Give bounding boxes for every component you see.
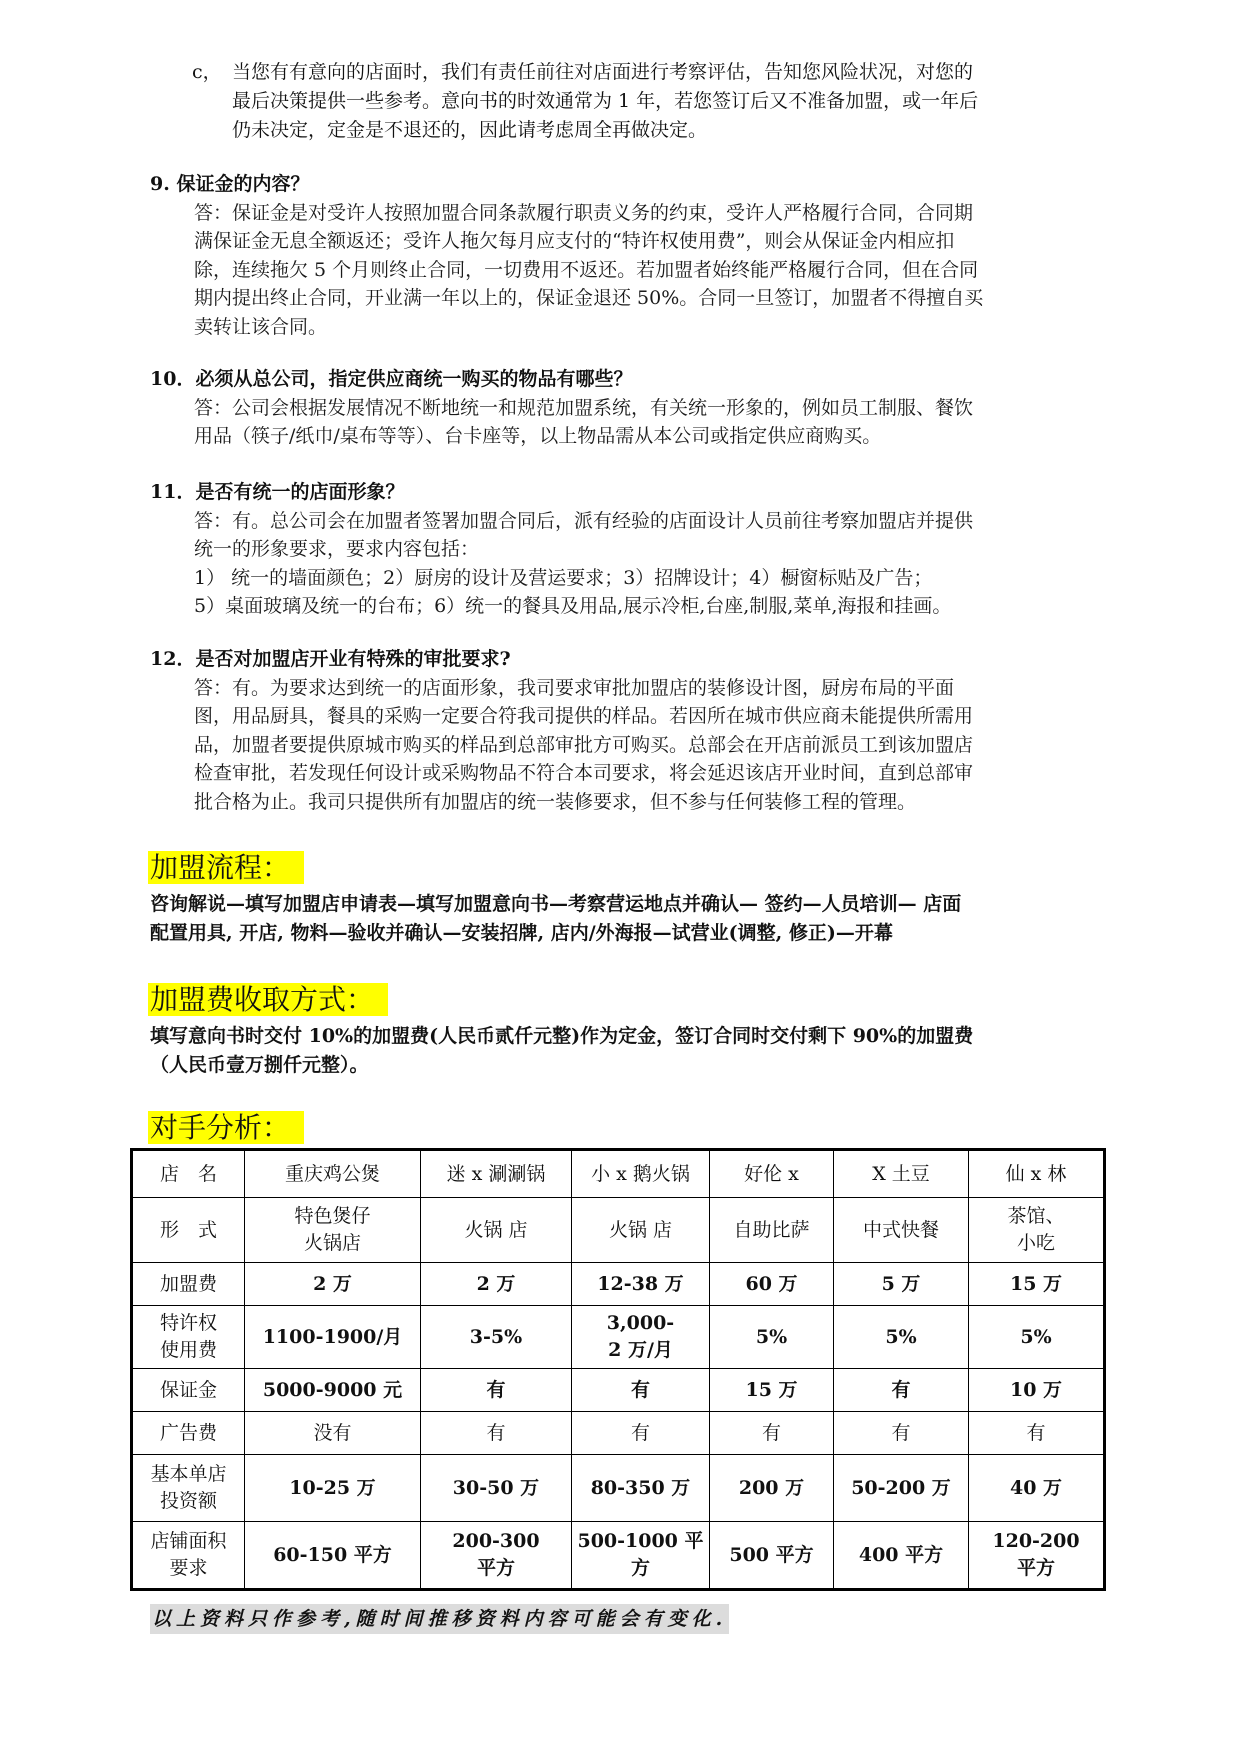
table-cell: 有	[710, 1412, 834, 1455]
table-cell: 有	[421, 1369, 572, 1412]
table-cell: 火锅 店	[421, 1198, 572, 1263]
table-cell: 60 万	[710, 1263, 834, 1306]
table-cell: 特色煲仔 火锅店	[245, 1198, 421, 1263]
table-cell: 15 万	[969, 1263, 1105, 1306]
section-heading-process	[148, 848, 304, 888]
table-row-label: 加盟费	[132, 1263, 245, 1306]
answer-line: 答：保证金是对受许人按照加盟合同条款履行职责义务的约束，受许人严格履行合同，合同期	[194, 201, 974, 224]
table-row-label: 保证金	[132, 1369, 245, 1412]
answer-line: 统一的形象要求，要求内容包括：	[194, 538, 480, 560]
section-heading-competitors	[148, 1108, 304, 1148]
table-row	[132, 1522, 1105, 1590]
paragraph-line: 最后决策提供一些参考。意向书的时效通常为 1 年，若您签订后又不准备加盟，或一年后	[232, 90, 979, 112]
fee-description	[150, 1022, 1110, 1080]
faq-answer	[194, 199, 1110, 342]
faq-item-12	[150, 645, 1110, 816]
table-cell: 有	[834, 1369, 969, 1412]
table-cell: 有	[969, 1412, 1105, 1455]
table-row-label: 形 式	[132, 1198, 245, 1263]
table-row-label: 特许权 使用费	[132, 1306, 245, 1369]
answer-line: 答：公司会根据发展情况不断地统一和规范加盟系统，有关统一形象的，例如员工制服、餐饮	[194, 396, 974, 419]
answer-line: 图，用品厨具，餐具的采购一定要合符我司提供的样品。若因所在城市供应商未能提供所需用	[194, 705, 974, 727]
faq-answer	[194, 674, 1110, 817]
table-header-cell: X 土豆	[834, 1150, 969, 1198]
table-row	[132, 1412, 1105, 1455]
highlighted-heading: 加盟流程：	[148, 851, 304, 884]
table-header-row	[132, 1150, 1105, 1198]
table-row	[132, 1263, 1105, 1306]
answer-line: 1） 统一的墙面颜色；2）厨房的设计及营运要求；3）招牌设计；4）橱窗标贴及广告；	[194, 566, 933, 589]
table-cell: 2 万	[421, 1263, 572, 1306]
answer-line: 检查审批，若发现任何设计或采购物品不符合本司要求，将会延迟该店开业时间，直到总部审	[194, 762, 974, 784]
table-cell: 没有	[245, 1412, 421, 1455]
list-marker: c，	[192, 61, 222, 83]
table-header-cell: 店 名	[132, 1150, 245, 1198]
answer-line: 答：有。为要求达到统一的店面形象，我司要求审批加盟店的装修设计图，厨房布局的平面	[194, 676, 955, 699]
table-cell: 15 万	[710, 1369, 834, 1412]
highlighted-heading: 对手分析：	[148, 1111, 304, 1144]
table-row	[132, 1455, 1105, 1522]
table-row	[132, 1369, 1105, 1412]
faq-answer	[194, 507, 1110, 621]
answer-line: 答：有。总公司会在加盟者签署加盟合同后，派有经验的店面设计人员前往考察加盟店并提供	[194, 509, 974, 532]
table-cell: 有	[572, 1412, 710, 1455]
table-header-cell: 重庆鸡公煲	[245, 1150, 421, 1198]
paragraph-line: 配置用具, 开店, 物料—验收并确认—安装招牌, 店内/外海报—试营业(调整, 修正)—开幕	[150, 922, 893, 944]
faq-item-11	[150, 478, 1110, 621]
paragraph-line: 当您有有意向的店面时，我们有责任前往对店面进行考察评估，告知您风险状况，对您的	[232, 61, 974, 83]
table-cell: 自助比萨	[710, 1198, 834, 1263]
table-cell: 火锅 店	[572, 1198, 710, 1263]
table-cell: 10-25 万	[245, 1455, 421, 1522]
table-header-cell: 迷 x 涮涮锅	[421, 1150, 572, 1198]
table-row-label: 店铺面积 要求	[132, 1522, 245, 1590]
table-row	[132, 1198, 1105, 1263]
table-cell: 3-5%	[421, 1306, 572, 1369]
table-cell: 200-300 平方	[421, 1522, 572, 1590]
paragraph-line: 填写意向书时交付 10%的加盟费(人民币贰仟元整)作为定金，签订合同时交付剩下 90%的加盟费	[150, 1025, 974, 1047]
faq-item-9	[150, 170, 1110, 341]
highlighted-heading: 加盟费收取方式：	[148, 983, 388, 1016]
answer-line: 品，加盟者要提供原城市购买的样品到总部审批方可购买。总部会在开店前派员工到该加盟店	[194, 733, 974, 756]
table-cell: 5%	[710, 1306, 834, 1369]
faq-question: 10．必须从总公司，指定供应商统一购买的物品有哪些？	[150, 368, 633, 390]
answer-line: 5）桌面玻璃及统一的台布；6）统一的餐具及用品,展示冷柜,台座,制服,菜单,海报和挂画。	[194, 595, 952, 617]
table-header-cell: 好伦 x	[710, 1150, 834, 1198]
answer-line: 用品（筷子/纸巾/桌布等等）、台卡座等，以上物品需从本公司或指定供应商购买。	[194, 425, 882, 447]
table-cell: 中式快餐	[834, 1198, 969, 1263]
table-row-label: 广告费	[132, 1412, 245, 1455]
table-cell: 80-350 万	[572, 1455, 710, 1522]
answer-line: 期内提出终止合同，开业满一年以上的，保证金退还 50%。合同一旦签订，加盟者不得擅自买	[194, 287, 984, 309]
table-cell: 有	[834, 1412, 969, 1455]
table-cell: 有	[421, 1412, 572, 1455]
table-cell: 3,000- 2 万/月	[572, 1306, 710, 1369]
table-header-cell: 仙 x 林	[969, 1150, 1105, 1198]
paragraph-line: （人民币壹万捌仟元整）。	[150, 1054, 369, 1076]
faq-item-10	[150, 365, 1110, 451]
section-heading-fee	[148, 980, 388, 1020]
table-cell: 120-200 平方	[969, 1522, 1105, 1590]
table-cell: 12-38 万	[572, 1263, 710, 1306]
table-cell: 2 万	[245, 1263, 421, 1306]
faq-question: 9. 保证金的内容？	[150, 173, 310, 195]
answer-line: 卖转让该合同。	[194, 315, 328, 338]
table-cell: 茶馆、 小吃	[969, 1198, 1105, 1263]
table-cell: 5000-9000 元	[245, 1369, 421, 1412]
table-cell: 500-1000 平 方	[572, 1522, 710, 1590]
table-cell: 50-200 万	[834, 1455, 969, 1522]
table-cell: 400 平方	[834, 1522, 969, 1590]
faq-question: 12．是否对加盟店开业有特殊的审批要求?	[150, 648, 511, 670]
paragraph-line: 咨询解说—填写加盟店申请表—填写加盟意向书—考察营运地点并确认— 签约—人员培训— 店面	[150, 893, 962, 915]
answer-line: 除，连续拖欠 5 个月则终止合同，一切费用不返还。若加盟者始终能严格履行合同，但在合同	[194, 258, 979, 281]
table-cell: 30-50 万	[421, 1455, 572, 1522]
process-description	[150, 890, 1110, 948]
competitor-table	[130, 1148, 1106, 1591]
footer-note: 以上资料只作参考,随时间推移资料内容可能会有变化.	[150, 1604, 729, 1634]
table-cell: 60-150 平方	[245, 1522, 421, 1590]
faq-answer	[194, 394, 1110, 451]
table-cell: 5%	[969, 1306, 1105, 1369]
answer-line: 满保证金无息全额返还；受许人拖欠每月应支付的“特许权使用费”，则会从保证金内相应扣	[194, 230, 955, 252]
faq-question: 11．是否有统一的店面形象？	[150, 481, 405, 503]
table-row-label: 基本单店 投资额	[132, 1455, 245, 1522]
table-row	[132, 1306, 1105, 1369]
answer-line: 批合格为止。我司只提供所有加盟店的统一装修要求，但不参与任何装修工程的管理。	[194, 790, 917, 813]
table-cell: 500 平方	[710, 1522, 834, 1590]
table-cell: 有	[572, 1369, 710, 1412]
table-cell: 5 万	[834, 1263, 969, 1306]
list-item-c	[192, 58, 1112, 145]
table-cell: 5%	[834, 1306, 969, 1369]
table-cell: 1100-1900/月	[245, 1306, 421, 1369]
table-header-cell: 小 x 鹅火锅	[572, 1150, 710, 1198]
table-cell: 10 万	[969, 1369, 1105, 1412]
table-cell: 200 万	[710, 1455, 834, 1522]
table-cell: 40 万	[969, 1455, 1105, 1522]
paragraph-line: 仍未决定，定金是不退还的，因此请考虑周全再做决定。	[232, 119, 708, 141]
